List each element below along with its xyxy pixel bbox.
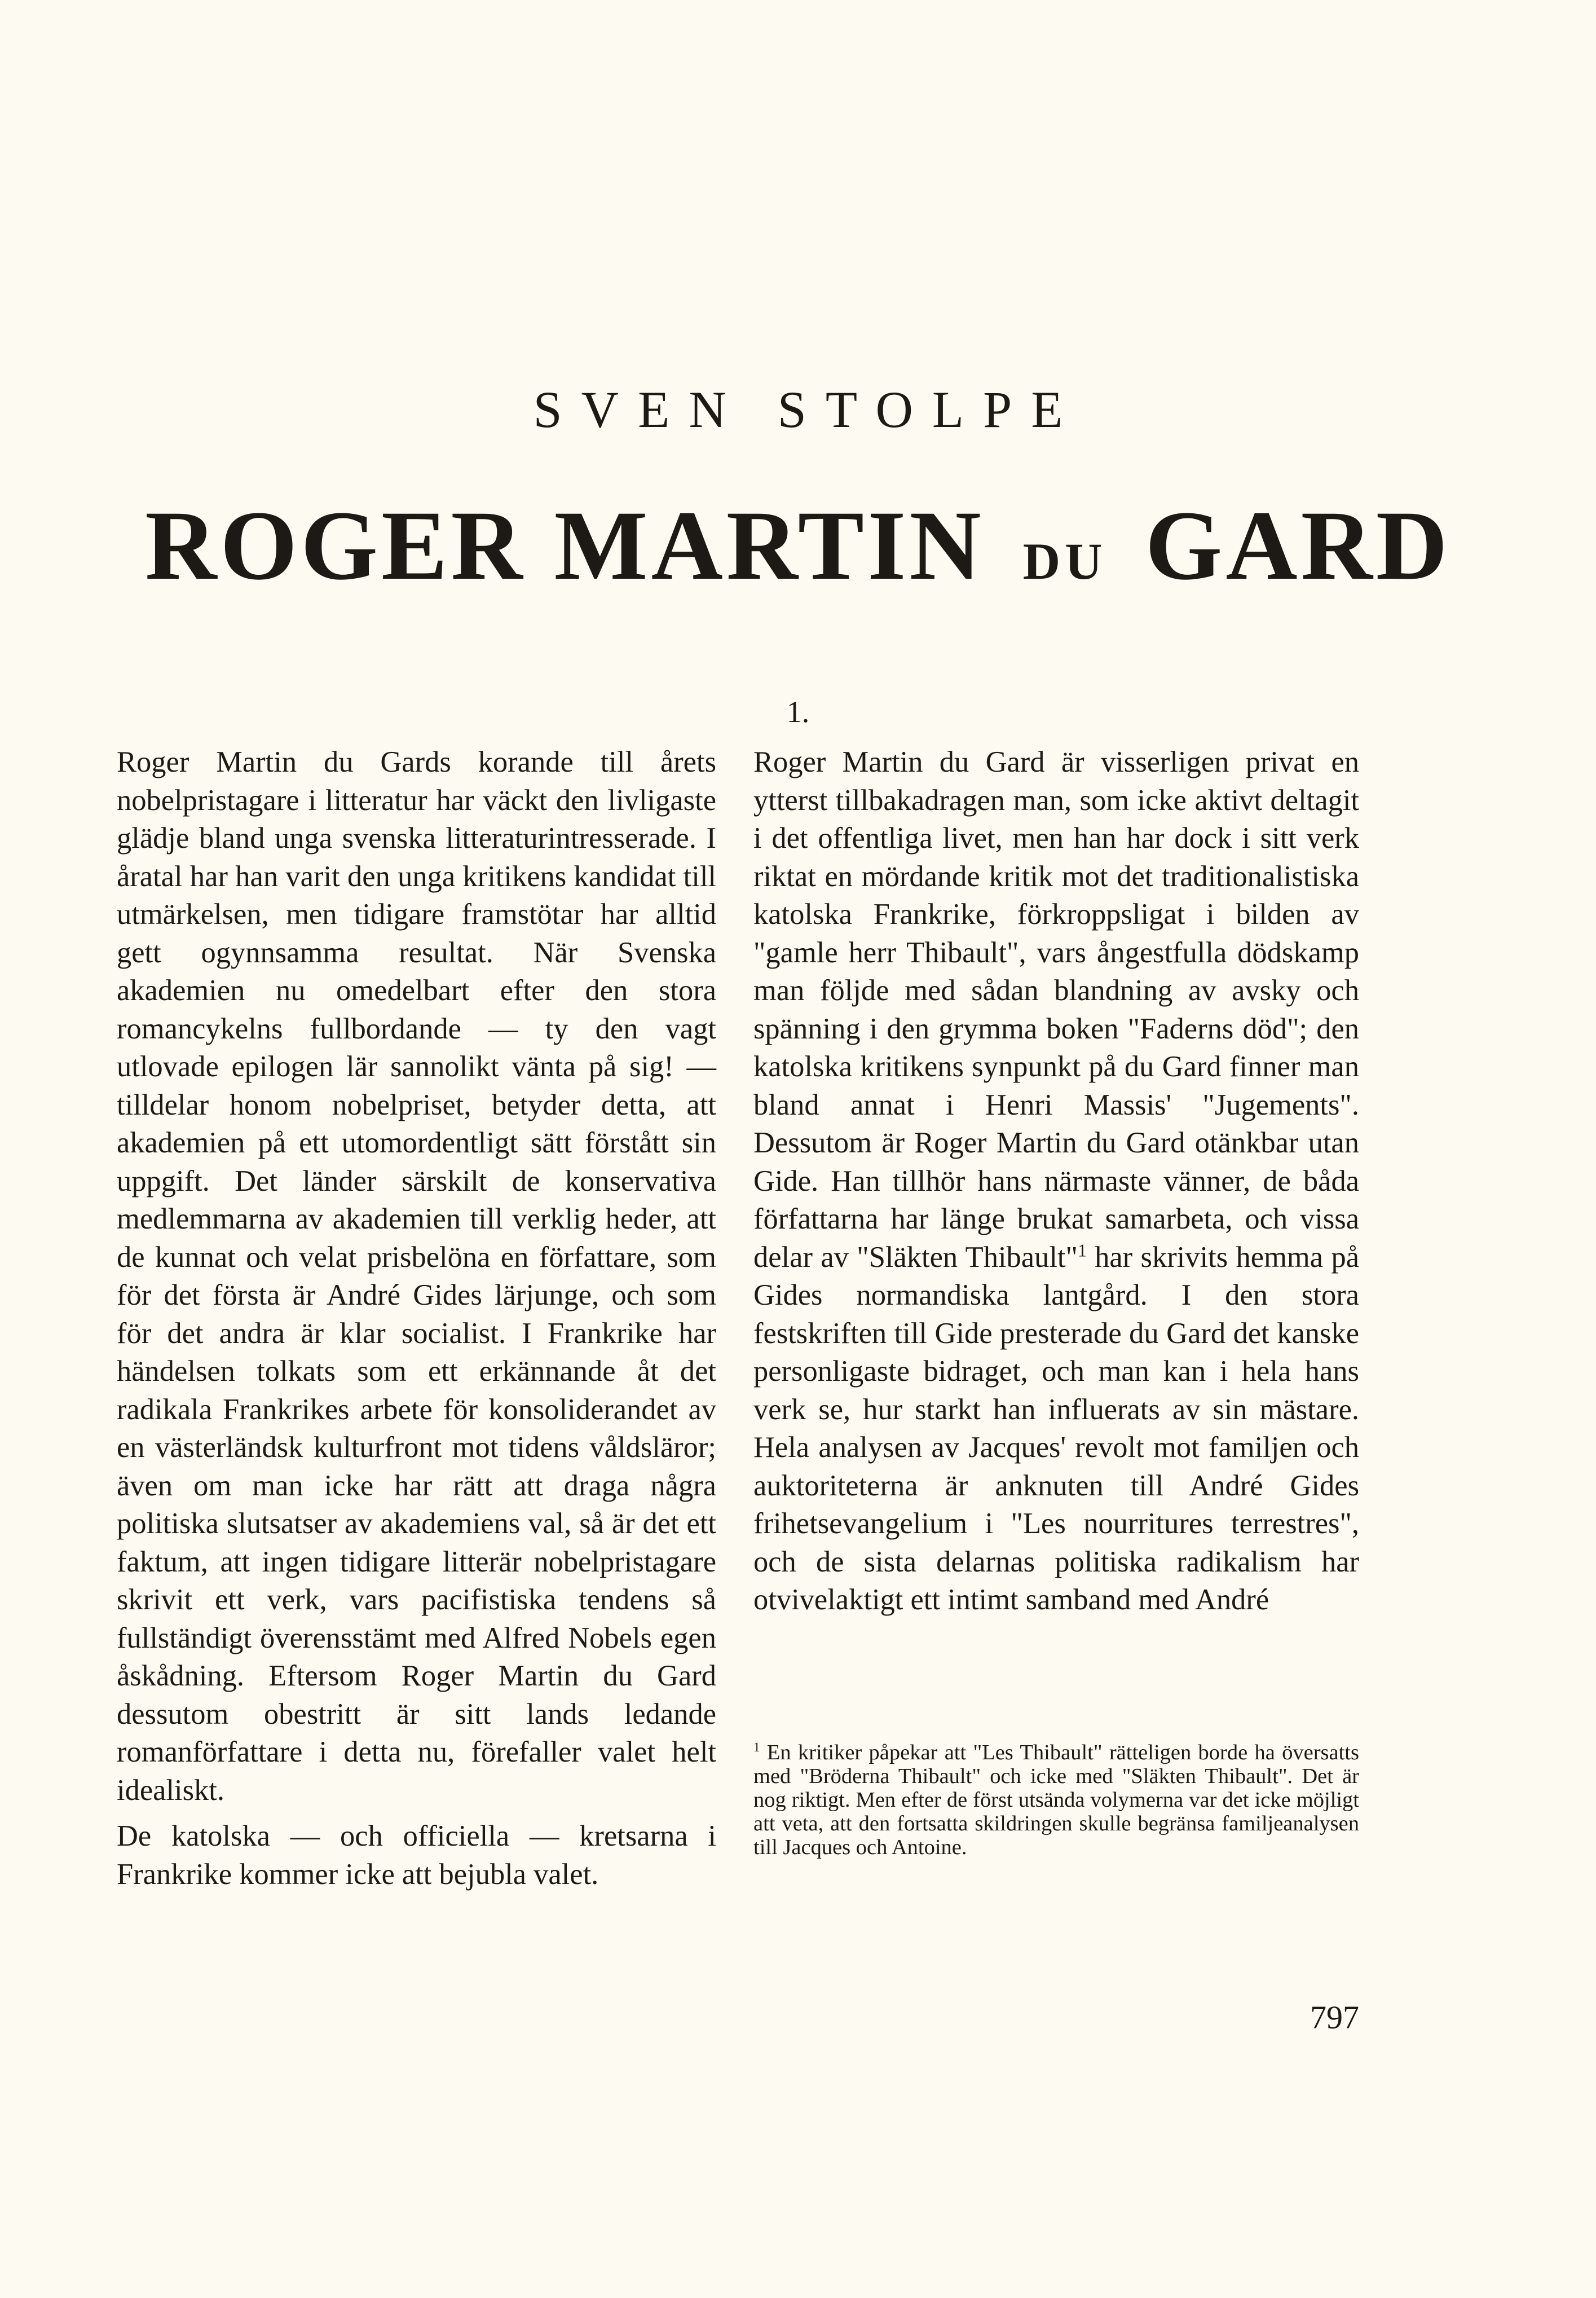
left-paragraph-2: De katolska — och officiella — kretsarna i Frankrike kommer icke att bejubla valet. <box>117 1820 716 1891</box>
left-column <box>117 743 716 1894</box>
title-particle: DU <box>1022 532 1107 590</box>
title-main: ROGER MARTIN <box>145 491 985 601</box>
right-column <box>753 743 1359 1619</box>
right-paragraph <box>753 743 1359 1619</box>
right-text-a: Roger Martin du Gard är visserligen privat en ytterst tillbakadragen man, som icke aktivt deltagit i det offentliga livet, men han har dock i sitt verk riktat en mördande kritik mot det traditionalistiska katolska Frankrike, förkroppsligat i bilden av "gamle herr Thibault", vars ångestfulla dödskamp man följde med sådan blandning av avsky och spänning i den grymma boken "Faderns död"; den katolska kritikens synpunkt på du Gard finner man bland annat i Henri Massis' "Jugements". Dessutom är Roger Martin du Gard otänkbar utan Gide. Han tillhör hans närmaste vänner, de båda författarna har länge brukat samarbeta, och vissa delar av "Släkten Thibault" <box>753 746 1359 1274</box>
article-title <box>0 491 1596 601</box>
author-name: SVEN STOLPE <box>533 381 1082 438</box>
page-number: 797 <box>1310 1999 1359 2036</box>
right-text-b: har skrivits hemma på Gides normandiska lantgård. I den stora festskriften till Gide presterade du Gard det kanske personligaste bidraget, och man kan i hela hans verk se, hur starkt han influerats av sin mästare. Hela analysen av Jacques' revolt mot familjen och auktoriteterna är anknuten till André Gides frihetsevangelium i "Les nourritures terrestres", och de sista delarnas politiska radikalism har otvivelaktigt ett intimt samband med André <box>753 1240 1359 1616</box>
title-end: GARD <box>1145 491 1451 601</box>
footnote-text: En kritiker påpekar att "Les Thibault" rätteligen borde ha översatts med "Bröderna Thibault" och icke med "Släkten Thibault". Det är nog riktigt. Men efter de först utsända volymerna var det icke möjligt att veta, att den fortsatta skildringen skulle begränsa familjeanalysen till Jacques och Antoine. <box>753 1741 1359 1859</box>
footnote-mark: 1 <box>753 1740 760 1755</box>
footnote-reference: 1 <box>1077 1240 1087 1260</box>
section-number: 1. <box>786 695 810 729</box>
footnote <box>753 1741 1359 1859</box>
left-paragraph-1: Roger Martin du Gards korande till årets nobelpristagare i litteratur har väckt den livligaste glädje bland unga svenska litteraturintresserade. I åratal har han varit den unga kritikens kandidat till utmärkelsen, men tidigare framstötar har alltid gett ogynnsamma resultat. När Svenska akademien nu omedelbart efter den stora romancykelns fullbordande — ty den vagt utlovade epilogen lär sannolikt vänta på sig! — tilldelar honom nobelpriset, betyder detta, att akademien på ett utomordentligt sätt förstått sin uppgift. Det länder särskilt de konservativa medlemmarna av akademien till verklig heder, att de kunnat och velat prisbelöna en författare, som för det första är André Gides lärjunge, och som för det andra är klar socialist. I Frankrike har händelsen tolkats som ett erkännande åt det radikala Frankrikes arbete för konsoliderandet av en västerländsk kulturfront mot tidens våldsläror; även om man icke har rätt att draga några politiska slutsatser av akademiens val, så är det ett faktum, att ingen tidigare litterär nobelpristagare skrivit ett verk, vars pacifistiska tendens så fullständigt överensstämt med Alfred Nobels egen åskådning. Eftersom Roger Martin du Gard dessutom obestritt är sitt lands ledande romanförfattare i detta nu, förefaller valet helt idealiskt. <box>117 746 716 1807</box>
